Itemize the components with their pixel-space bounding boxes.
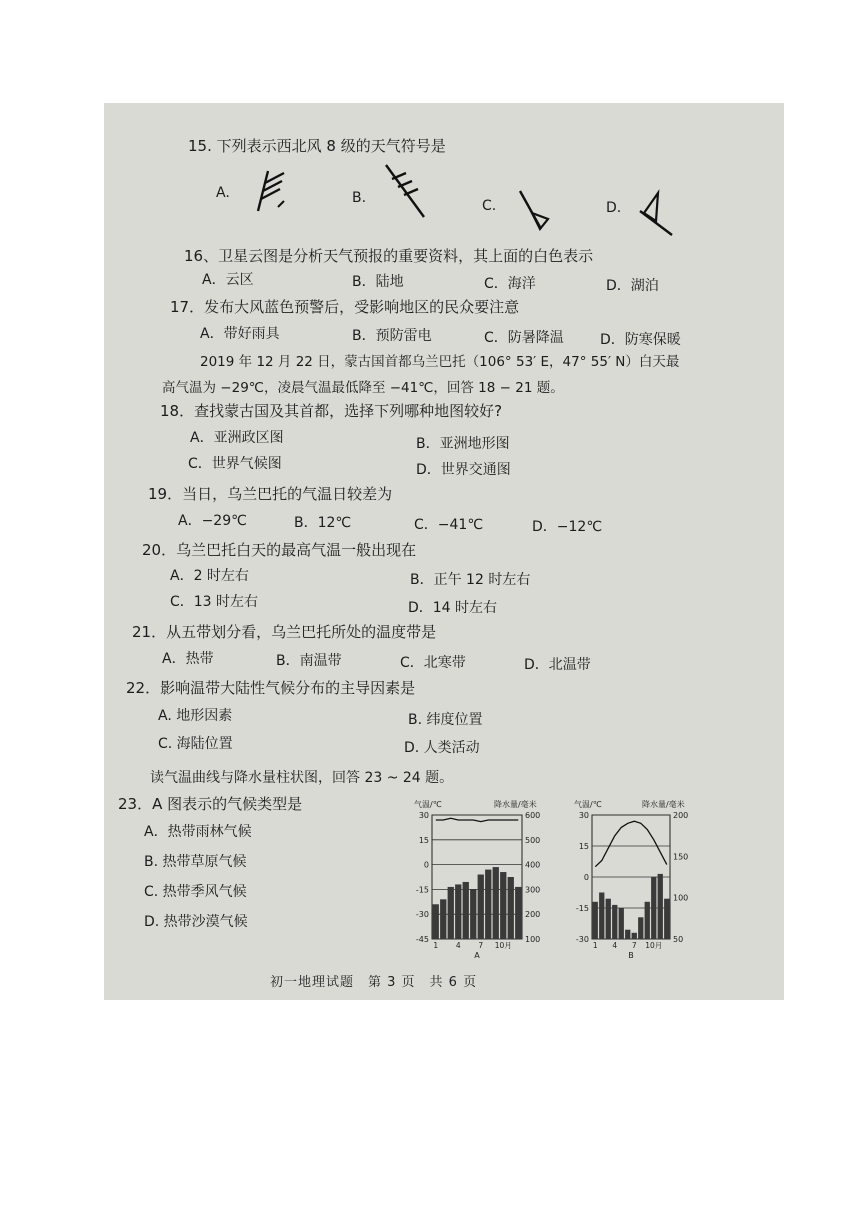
question-21-stem: 21．从五带划分看，乌兰巴托所处的温度带是	[132, 623, 437, 641]
precip-tick-label: 50	[673, 935, 684, 944]
precip-bar	[478, 875, 484, 939]
temperature-curve	[595, 821, 667, 867]
wind-symbol-a-icon	[248, 163, 298, 215]
precip-bar	[508, 877, 514, 939]
question-20-stem: 20．乌兰巴托白天的最高气温一般出现在	[142, 541, 417, 559]
month-tick-label: 10月	[494, 941, 512, 950]
q22-option-d: D. 人类活动	[404, 740, 480, 756]
q19-option-d: D．−12℃	[532, 519, 603, 535]
q19-option-a: A．−29℃	[178, 513, 247, 529]
exam-page	[104, 103, 784, 1000]
q23-option-a: A．热带雨林气候	[144, 824, 252, 840]
question-15-stem: 15. 下列表示西北风 8 级的天气符号是	[188, 137, 446, 155]
q16-option-a: A．云区	[202, 272, 254, 288]
precip-bar	[612, 905, 617, 939]
month-tick-label: 7	[478, 941, 484, 950]
q16-option-c: C．海洋	[484, 276, 536, 292]
precip-bar	[593, 902, 598, 939]
precip-tick-label: 500	[525, 835, 541, 845]
q18-option-c: C．世界气候图	[188, 456, 282, 472]
q17-option-d: D．防寒保暖	[600, 332, 681, 348]
q17-option-b: B．预防雷电	[352, 328, 432, 344]
precip-tick-label: 200	[673, 811, 689, 820]
precip-bar	[433, 904, 439, 939]
wind-symbol-d-icon	[634, 189, 678, 239]
chart-title: B	[628, 951, 634, 960]
precip-bar	[463, 882, 469, 939]
q15-option-a-label: A.	[216, 185, 230, 201]
temp-tick-label: -15	[415, 885, 429, 895]
q22-option-c: C. 海陆位置	[158, 736, 233, 752]
temp-tick-label: 15	[578, 842, 589, 851]
q20-option-c: C．13 时左右	[170, 594, 259, 610]
month-tick-label: 4	[455, 941, 461, 950]
precip-bar	[493, 867, 499, 939]
q19-option-b: B．12℃	[294, 515, 352, 531]
precip-bar	[651, 877, 656, 939]
y-axis-left-label: 气温/℃	[574, 800, 602, 809]
precip-bar	[645, 902, 650, 939]
month-tick-label: 4	[612, 941, 618, 950]
climate-chart-a	[400, 793, 570, 963]
q15-option-d-label: D.	[606, 200, 622, 216]
precip-bar	[455, 884, 461, 939]
page-footer: 初一地理试题 第 3 页 共 6 页	[270, 975, 478, 990]
q20-option-a: A．2 时左右	[170, 568, 249, 584]
precip-tick-label: 300	[525, 885, 541, 895]
temp-tick-label: -30	[575, 935, 589, 944]
precip-bar	[619, 908, 624, 939]
q18-option-a: A．亚洲政区图	[190, 430, 284, 446]
temperature-curve	[436, 818, 519, 821]
precip-bar	[625, 930, 630, 939]
q21-option-b: B．南温带	[276, 653, 342, 669]
precip-bar	[599, 893, 604, 940]
y-axis-right-label: 降水量/毫米	[494, 800, 537, 809]
precip-bar	[485, 870, 491, 939]
q23-option-b: B. 热带草原气候	[144, 854, 247, 870]
month-tick-label: 1	[592, 941, 598, 950]
precip-bar	[632, 933, 637, 939]
temp-tick-label: 30	[418, 811, 429, 820]
question-17-stem: 17．发布大风蓝色预警后，受影响地区的民众要注意	[170, 298, 520, 316]
q19-option-c: C．−41℃	[414, 517, 484, 533]
precip-tick-label: 600	[525, 811, 541, 820]
precip-bar	[440, 899, 446, 939]
temp-tick-label: -45	[415, 935, 429, 944]
passage-1-line-2: 高气温为 −29℃，凌晨气温最低降至 −41℃，回答 18 − 21 题。	[162, 380, 564, 396]
q20-option-d: D．14 时左右	[408, 600, 498, 616]
precip-tick-label: 100	[525, 935, 541, 944]
temp-tick-label: -15	[575, 904, 589, 913]
precip-tick-label: 100	[673, 893, 689, 903]
passage-1-line-1: 2019 年 12 月 22 日，蒙古国首都乌兰巴托（106° 53′ E，47° 55′ N）白天最	[200, 354, 680, 370]
q17-option-c: C．防暑降温	[484, 330, 564, 346]
question-18-stem: 18．查找蒙古国及其首都，选择下列哪种地图较好?	[160, 402, 503, 420]
q22-option-b: B. 纬度位置	[408, 712, 483, 728]
precip-bar	[638, 917, 643, 939]
q23-option-c: C. 热带季风气候	[144, 884, 247, 900]
temp-tick-label: 15	[418, 835, 429, 845]
temp-tick-label: 30	[578, 811, 589, 820]
q18-option-d: D．世界交通图	[416, 462, 511, 478]
q18-option-b: B．亚洲地形图	[416, 436, 510, 452]
q16-option-d: D．湖泊	[606, 278, 659, 294]
y-axis-left-label: 气温/℃	[414, 800, 442, 809]
climate-chart-b	[566, 797, 716, 967]
month-tick-label: 7	[631, 941, 637, 950]
precip-bar	[664, 899, 669, 939]
q22-option-a: A. 地形因素	[158, 708, 233, 724]
q17-option-a: A．带好雨具	[200, 326, 280, 342]
precip-bar	[500, 872, 506, 939]
q20-option-b: B．正午 12 时左右	[410, 572, 531, 588]
q23-option-d: D. 热带沙漠气候	[144, 914, 248, 930]
precip-tick-label: 400	[525, 860, 541, 870]
temp-tick-label: 0	[423, 860, 429, 870]
precip-bar	[606, 899, 611, 939]
q21-option-c: C．北寒带	[400, 655, 466, 671]
precip-bar	[448, 887, 454, 939]
y-axis-right-label: 降水量/毫米	[642, 800, 685, 809]
question-22-stem: 22．影响温带大陆性气候分布的主导因素是	[126, 679, 416, 697]
q16-option-b: B．陆地	[352, 274, 404, 290]
precip-bar	[515, 887, 521, 939]
passage-2: 读气温曲线与降水量柱状图，回答 23 ~ 24 题。	[150, 770, 454, 786]
precip-bar	[470, 889, 476, 939]
temp-tick-label: -30	[415, 910, 429, 920]
precip-bar	[658, 874, 663, 939]
q21-option-d: D．北温带	[524, 657, 591, 673]
q15-option-b-label: B.	[352, 190, 367, 206]
q21-option-a: A．热带	[162, 651, 214, 667]
wind-symbol-c-icon	[514, 187, 554, 235]
temp-tick-label: 0	[583, 873, 589, 882]
chart-title: A	[474, 951, 480, 960]
precip-tick-label: 150	[673, 852, 689, 862]
wind-symbol-b-icon	[380, 159, 430, 221]
month-tick-label: 10月	[645, 941, 663, 950]
question-19-stem: 19．当日，乌兰巴托的气温日较差为	[148, 485, 393, 503]
q15-option-c-label: C.	[482, 198, 497, 214]
month-tick-label: 1	[433, 941, 439, 950]
precip-tick-label: 200	[525, 910, 541, 920]
question-23-stem: 23．A 图表示的气候类型是	[118, 795, 303, 813]
question-16-stem: 16、卫星云图是分析天气预报的重要资料，其上面的白色表示	[184, 247, 594, 265]
